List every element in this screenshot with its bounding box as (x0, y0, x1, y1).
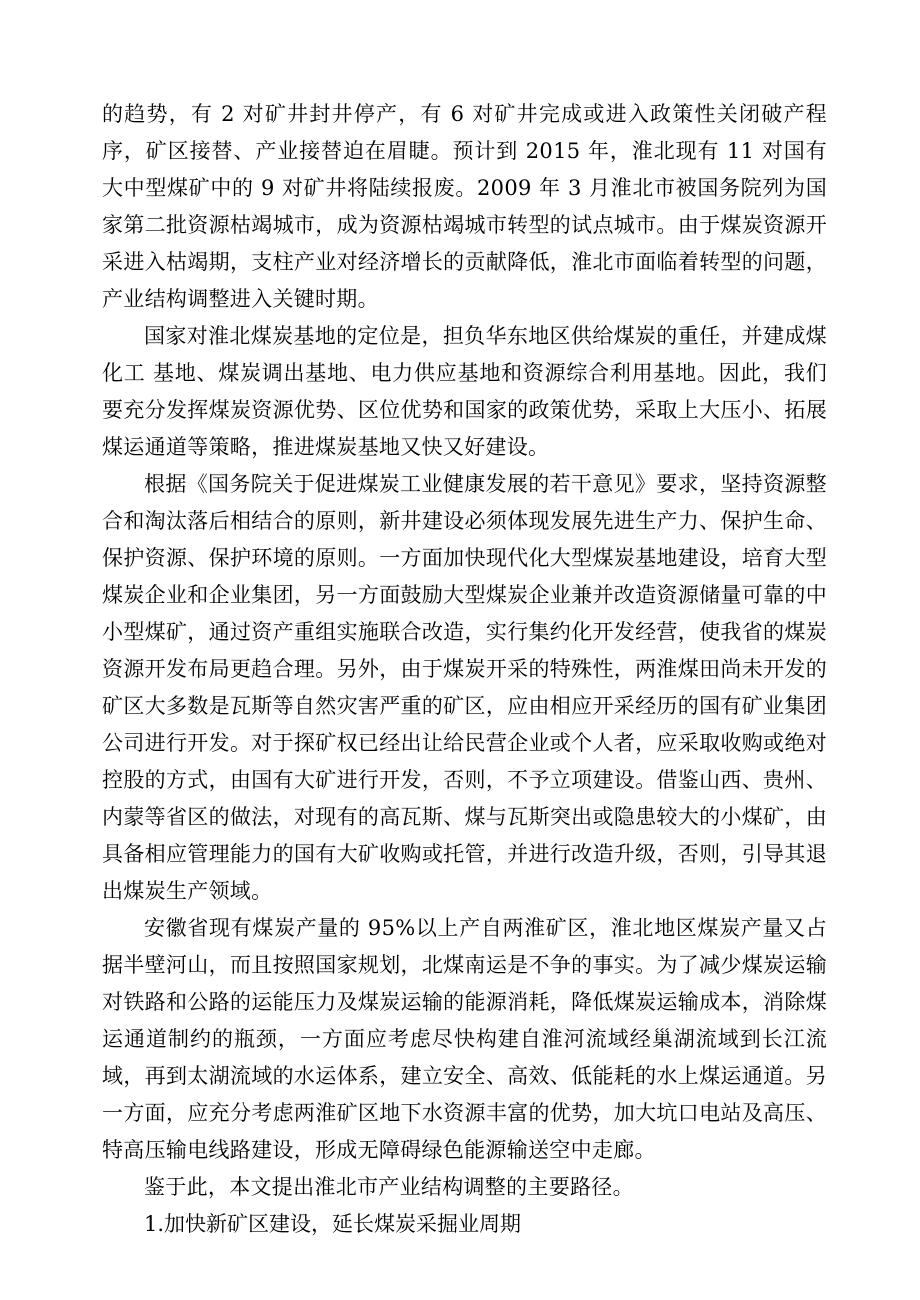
paragraph-summary: 鉴于此，本文提出淮北市产业结构调整的主要路径。 (144, 1175, 634, 1199)
paragraph-state-council-opinion: 根据《国务院关于促进煤炭工业健康发展的若干意见》要求，坚持资源整合和淘汰落后相结合的原则，新井建设必须体现发展先进生产力、保护生命、保护资源、保护环境的原则。一方面加快现代化大型煤炭基地建设，培育大型煤炭企业和企业集团，另一方面鼓励大型煤炭企业兼并改造资源储量可靠的中小型煤矿，通过资产重组实施联合改造，实行集约化开发经营，使我省的煤炭资源开发布局更趋合理。另外，由于煤炭开采的特殊性，两淮煤田尚未开发的矿区大多数是瓦斯等自然灾害严重的矿区，应由相应开采经历的国有矿业集团公司进行开发。对于探矿权已经出让给民营企业或个人者，应采取收购或绝对控股的方式，由国有大矿进行开发，否则，不予立项建设。借鉴山西、贵州、内蒙等省区的做法，对现有的高瓦斯、煤与瓦斯突出或隐患较大的小煤矿，由具备相应管理能力的国有大矿收购或托管，并进行改造升级，否则，引导其退出煤炭生产领域。 (102, 472, 827, 903)
paragraph-continuation: 的趋势，有 2 对矿井封井停产，有 6 对矿井完成或进入政策性关闭破产程序，矿区接替、产业接替迫在眉睫。预计到 2015 年，淮北现有 11 对国有大中型煤矿中的 9 对矿井将陆续报废。2009 年 3 月淮北市被国务院列为国家第二批资源枯竭城市，成为资源枯竭城市转型的试点城市。由于煤炭资源开采进入枯竭期，支柱产业对经济增长的贡献降低，淮北市面临着转型的问题，产业结构调整进入关键时期。 (102, 102, 827, 311)
paragraph-coal-base-positioning: 国家对淮北煤炭基地的定位是，担负华东地区供给煤炭的重任，并建成煤化工 基地、煤炭调出基地、电力供应基地和资源综合利用基地。因此，我们要充分发挥煤炭资源优势、区位优势和国家的政策优势，采取上大压小、拓展煤运通道等策略，推进煤炭基地又快又好建设。 (102, 324, 827, 459)
document-page (102, 96, 827, 1243)
paragraph-coal-transport: 安徽省现有煤炭产量的 95%以上产自两淮矿区，淮北地区煤炭产量又占据半壁河山，而且按照国家规划，北煤南运是不争的事实。为了减少煤炭运输对铁路和公路的运能压力及煤炭运输的能源消耗，降低煤炭运输成本，消除煤运通道制约的瓶颈，一方面应考虑尽快构建自淮河流域经巢湖流域到长江流域，再到太湖流域的水运体系，建立安全、高效、低能耗的水上煤运通道。另一方面，应充分考虑两淮矿区地下水资源丰富的优势，加大坑口电站及高压、特高压输电线路建设，形成无障碍绿色能源输送空中走廊。 (102, 916, 827, 1162)
section-heading: 1.加快新矿区建设，延长煤炭采掘业周期 (144, 1212, 522, 1236)
